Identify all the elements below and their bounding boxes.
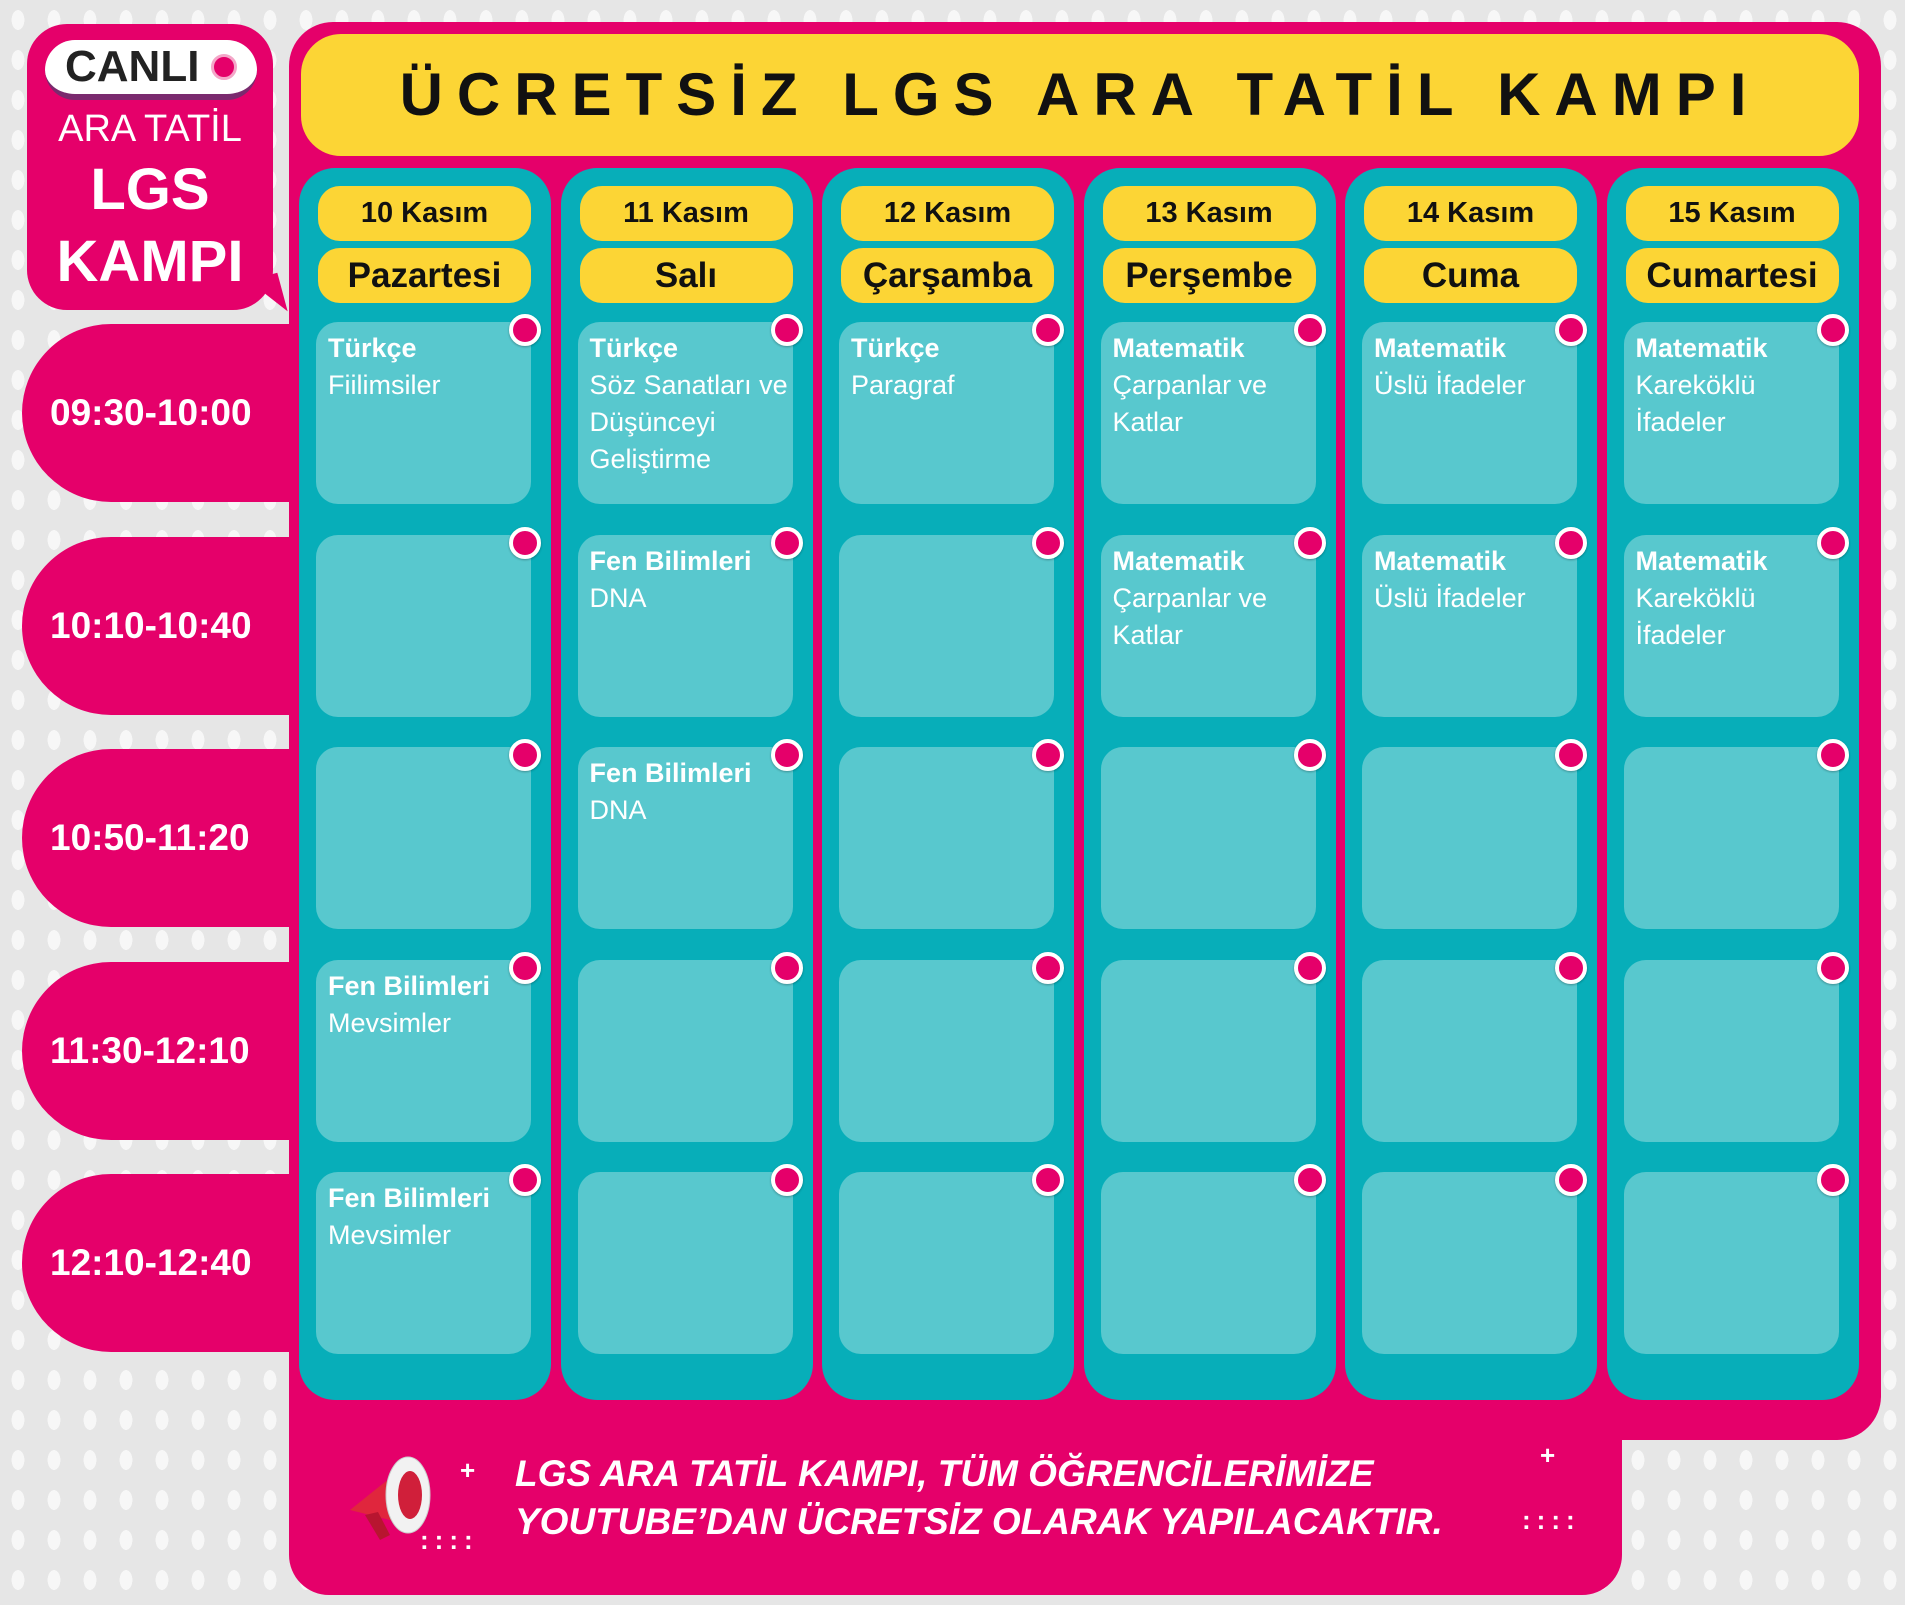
- pin-icon: [1555, 314, 1587, 346]
- day-column: [1607, 168, 1859, 1400]
- lesson-topic: DNA: [589, 583, 647, 613]
- lesson-cell: [578, 535, 793, 717]
- day-label: Salı: [580, 248, 793, 303]
- time-slot: 09:30-10:00: [22, 324, 312, 502]
- pin-icon: [509, 1164, 541, 1196]
- lesson-topic: Söz Sanatları ve Düşünceyi Geliştirme: [589, 370, 788, 474]
- lesson-subject: Türkçe: [589, 333, 679, 363]
- lesson-subject: Matematik: [1635, 546, 1768, 576]
- lesson-cell: [1101, 322, 1316, 504]
- day-column: [822, 168, 1074, 1400]
- announcement-text: [515, 1450, 1443, 1546]
- logo-line-2: LGS: [90, 157, 210, 222]
- plus-decoration-icon: +: [460, 1455, 482, 1485]
- pin-icon: [1294, 952, 1326, 984]
- lesson-cell: [1101, 960, 1316, 1142]
- date-label: 11 Kasım: [580, 186, 793, 241]
- day-column: [1345, 168, 1597, 1400]
- pin-icon: [1032, 314, 1064, 346]
- announcement-line-1: LGS ARA TATİL KAMPI, TÜM ÖĞRENCİLERİMİZE: [515, 1453, 1374, 1494]
- pin-icon: [1032, 527, 1064, 559]
- pin-icon: [1817, 527, 1849, 559]
- dots-decoration-icon: ::::: [1522, 1505, 1581, 1535]
- lesson-subject: Türkçe: [851, 333, 940, 363]
- day-label: Pazartesi: [318, 248, 531, 303]
- live-badge-label: CANLI: [65, 42, 200, 91]
- lesson-cell: [1101, 535, 1316, 717]
- lesson-cell: [1362, 1172, 1577, 1354]
- pin-icon: [771, 739, 803, 771]
- pin-icon: [1555, 527, 1587, 559]
- lesson-cell: [1624, 960, 1839, 1142]
- lesson-cell: [1101, 1172, 1316, 1354]
- lesson-topic: Kareköklü İfadeler: [1635, 583, 1756, 650]
- lesson-cell: [316, 535, 531, 717]
- pin-icon: [509, 952, 541, 984]
- page-title: ÜCRETSİZ LGS ARA TATİL KAMPI: [301, 34, 1859, 156]
- lesson-cell: [1624, 747, 1839, 929]
- lesson-cell: [1362, 322, 1577, 504]
- pin-icon: [1817, 1164, 1849, 1196]
- lesson-cell: [839, 747, 1054, 929]
- lesson-subject: Türkçe: [328, 333, 417, 363]
- pin-icon: [1817, 739, 1849, 771]
- pin-icon: [1032, 1164, 1064, 1196]
- lesson-subject: Fen Bilimleri: [328, 1183, 491, 1213]
- pin-icon: [1817, 314, 1849, 346]
- dots-decoration-icon: ::::: [420, 1525, 479, 1555]
- lesson-subject: Matematik: [1635, 333, 1768, 363]
- day-label: Cuma: [1364, 248, 1577, 303]
- lesson-cell: [578, 1172, 793, 1354]
- lesson-cell: [316, 322, 531, 504]
- lesson-subject: Fen Bilimleri: [589, 546, 752, 576]
- lesson-cell: [1101, 747, 1316, 929]
- lesson-cell: [578, 322, 793, 504]
- time-slot: 11:30-12:10: [22, 962, 312, 1140]
- lesson-subject: Fen Bilimleri: [328, 971, 491, 1001]
- lesson-cell: [839, 322, 1054, 504]
- pin-icon: [1555, 739, 1587, 771]
- lesson-cell: [578, 747, 793, 929]
- date-label: 14 Kasım: [1364, 186, 1577, 241]
- day-column: [1084, 168, 1336, 1400]
- pin-icon: [1032, 952, 1064, 984]
- lesson-cell: [1362, 535, 1577, 717]
- logo-line-3: KAMPI: [56, 229, 244, 294]
- lesson-subject: Fen Bilimleri: [589, 758, 752, 788]
- pin-icon: [771, 952, 803, 984]
- day-column: [561, 168, 813, 1400]
- date-label: 13 Kasım: [1103, 186, 1316, 241]
- pin-icon: [771, 527, 803, 559]
- pin-icon: [1032, 739, 1064, 771]
- lesson-topic: Paragraf: [851, 370, 955, 400]
- lesson-cell: [1362, 960, 1577, 1142]
- pin-icon: [1294, 527, 1326, 559]
- lesson-cell: [839, 1172, 1054, 1354]
- pin-icon: [771, 1164, 803, 1196]
- lesson-cell: [316, 1172, 531, 1354]
- lesson-cell: [839, 960, 1054, 1142]
- logo-line-1: ARA TATİL: [58, 108, 242, 150]
- time-slot: 10:50-11:20: [22, 749, 312, 927]
- lesson-subject: Matematik: [1112, 333, 1245, 363]
- plus-decoration-icon: +: [1540, 1440, 1562, 1470]
- lesson-topic: DNA: [589, 795, 647, 825]
- lesson-topic: Çarpanlar ve Katlar: [1112, 583, 1268, 650]
- lesson-cell: [1624, 1172, 1839, 1354]
- day-label: Perşembe: [1103, 248, 1316, 303]
- lesson-topic: Üslü İfadeler: [1374, 370, 1526, 400]
- lesson-cell: [316, 960, 531, 1142]
- pin-icon: [1555, 1164, 1587, 1196]
- day-column: [299, 168, 551, 1400]
- date-label: 12 Kasım: [841, 186, 1054, 241]
- date-label: 15 Kasım: [1626, 186, 1839, 241]
- lesson-topic: Çarpanlar ve Katlar: [1112, 370, 1268, 437]
- lesson-topic: Mevsimler: [328, 1220, 452, 1250]
- lesson-subject: Matematik: [1374, 546, 1507, 576]
- time-slot: 12:10-12:40: [22, 1174, 312, 1352]
- day-label: Çarşamba: [841, 248, 1054, 303]
- lesson-topic: Kareköklü İfadeler: [1635, 370, 1756, 437]
- pin-icon: [1294, 1164, 1326, 1196]
- lesson-cell: [316, 747, 531, 929]
- announcement-line-2: YOUTUBE’DAN ÜCRETSİZ OLARAK YAPILACAKTIR.: [515, 1501, 1443, 1542]
- pin-icon: [1555, 952, 1587, 984]
- lesson-topic: Mevsimler: [328, 1008, 452, 1038]
- lesson-subject: Matematik: [1112, 546, 1245, 576]
- pin-icon: [509, 314, 541, 346]
- pin-icon: [509, 739, 541, 771]
- pin-icon: [1294, 739, 1326, 771]
- pin-icon: [509, 527, 541, 559]
- lesson-topic: Fiilimsiler: [328, 370, 441, 400]
- lesson-cell: [578, 960, 793, 1142]
- pin-icon: [1294, 314, 1326, 346]
- lesson-subject: Matematik: [1374, 333, 1507, 363]
- day-label: Cumartesi: [1626, 248, 1839, 303]
- lesson-cell: [1362, 747, 1577, 929]
- date-label: 10 Kasım: [318, 186, 531, 241]
- live-badge: [45, 40, 257, 100]
- time-slot: 10:10-10:40: [22, 537, 312, 715]
- camp-logo: [27, 24, 273, 310]
- pin-icon: [1817, 952, 1849, 984]
- live-dot-icon: [211, 54, 237, 80]
- lesson-topic: Üslü İfadeler: [1374, 583, 1526, 613]
- lesson-cell: [1624, 322, 1839, 504]
- pin-icon: [771, 314, 803, 346]
- lesson-cell: [839, 535, 1054, 717]
- lesson-cell: [1624, 535, 1839, 717]
